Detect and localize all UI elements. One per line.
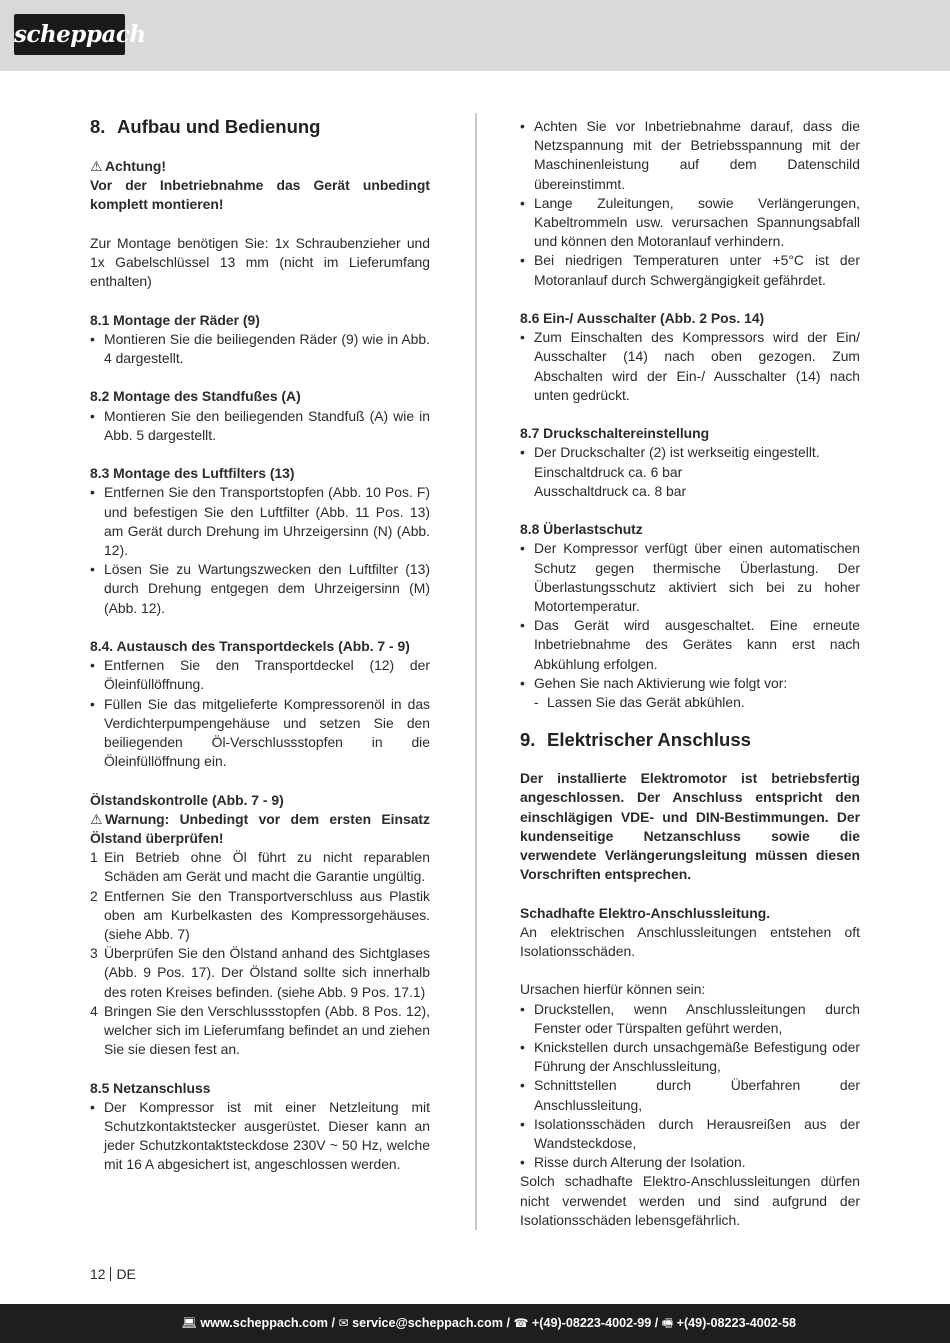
list-item: • Achten Sie vor Inbetriebnahme darauf, dass die Netzspannung mit der Betriebsspannung mit der Maschinenleistung auf dem Datenschild übereinstimmt. bbox=[520, 118, 860, 192]
list-item: • Der Kompressor ist mit einer Netzleitung mit Schutzkontaktstecker ausgerüstet. Dieser kann an jeder Schutzkontaktsteckdose 230V ~ 50 Hz, welche mit 16 A abgesichert ist, angeschlossen werden. bbox=[90, 1098, 430, 1173]
email-icon: ✉ bbox=[338, 1316, 349, 1330]
causes-intro: Ursachen hierfür können sein: bbox=[520, 981, 706, 998]
website-link[interactable]: www.scheppach.com / bbox=[200, 1316, 335, 1330]
page-header bbox=[0, 0, 950, 71]
section-8-5-title: 8.5 Netzanschluss bbox=[90, 1079, 211, 1096]
list-item: • Montieren Sie den beiliegenden Standfuß (A) wie in Abb. 5 dargestellt. bbox=[90, 407, 430, 443]
warning-icon: ⚠ bbox=[90, 158, 103, 174]
numbered-step: 3 Überprüfen Sie den Ölstand anhand des Sichtglases (Abb. 9 Pos. 17). Der Ölstand sollte sich innerhalb des roten Kreises befinden. (siehe Abb. 9 Pos. 17.1) bbox=[90, 945, 430, 1000]
list-item: • Entfernen Sie den Transportdeckel (12) der Öleinfüllöffnung. bbox=[90, 657, 430, 693]
section-8-heading: 8. Aufbau und Bedienung bbox=[90, 116, 321, 137]
section-8-1 bbox=[90, 311, 430, 369]
numbered-step: 4 Bringen Sie den Verschlussstopfen (Abb. 8 Pos. 12), welcher sich im Lieferumfang befindet an und ziehen Sie sie diesen fest an. bbox=[90, 1002, 430, 1058]
list-item: • Bei niedrigen Temperaturen unter +5°C ist der Motoranlauf durch Schwergängigkeit gefährdet. bbox=[520, 252, 860, 288]
section-8-2 bbox=[90, 387, 430, 445]
damaged-cable-text: An elektrischen Anschlussleitungen entstehen oft Isolationsschäden. bbox=[520, 923, 860, 960]
list-item: • Zum Einschalten des Kompressors wird der Ein/ Ausschalter (14) nach oben gezogen. Zum Abschalten wird der Ein-/ Ausschalter (14) nach unten gedrückt. bbox=[520, 329, 860, 403]
list-item: • Entfernen Sie den Transportstopfen (Abb. 10 Pos. F) und befestigen Sie den Luftfilter (Abb. 11 Pos. 13) am Gerät durch Drehung im Uhrzeigersinn (N) (Abb. 12). bbox=[90, 484, 430, 558]
section-9-heading: 9. Elektrischer Anschluss bbox=[520, 729, 751, 751]
section-8-7-title: 8.7 Druckschaltereinstellung bbox=[520, 425, 710, 442]
numbered-step: 2 Entfernen Sie den Transportverschluss aus Plastik oben am Kurbelkasten des Kompressorgehäuses. (siehe Abb. 7) bbox=[90, 887, 430, 943]
language-code: DE bbox=[116, 1266, 136, 1282]
list-item: • Druckstellen, wenn Anschlussleitungen durch Fenster oder Türspalten geführt werden, bbox=[520, 1000, 860, 1036]
section-8-3-title: 8.3 Montage des Luftfilters (13) bbox=[90, 465, 295, 482]
list-item: • Isolationsschäden durch Herausreißen aus der Wandsteckdose, bbox=[520, 1115, 860, 1152]
section-8-5 bbox=[90, 1079, 430, 1175]
power-notes bbox=[520, 117, 860, 290]
fax-number: +(49)-08223-4002-58 bbox=[676, 1316, 796, 1330]
page-number: 12 DE bbox=[90, 1266, 136, 1282]
list-item: • Das Gerät wird ausgeschaltet. Eine erneute Inbetriebnahme des Gerätes kann erst nach Abkühlung erfolgen. bbox=[520, 617, 860, 672]
attention-text: Vor der Inbetriebnahme das Gerät unbedingt komplett montieren! bbox=[90, 177, 430, 213]
section-8-4-title: 8.4. Austausch des Transportdeckels (Abb. 7 - 9) bbox=[90, 638, 410, 654]
damaged-cable-title: Schadhafte Elektro-Anschlussleitung. bbox=[520, 904, 771, 921]
causes-block bbox=[520, 980, 860, 1230]
contact-footer bbox=[0, 1304, 950, 1343]
list-item: • Risse durch Alterung der Isolation. bbox=[520, 1154, 746, 1171]
computer-icon: 💻︎ bbox=[181, 1316, 197, 1330]
list-item: • Knickstellen durch unsachgemäße Befestigung oder Führung der Anschlussleitung, bbox=[520, 1039, 860, 1075]
section-8-3 bbox=[90, 464, 430, 618]
section-9-intro: Der installierte Elektromotor ist betriebsfertig angeschlossen. Der Anschluss entspricht den einschlägigen VDE- und DIN-Bestimmungen. Der kundenseitige Netzanschluss sowie die verwendete Verlängerungsleitung müssen diesen Vorschriften entsprechen. bbox=[520, 770, 860, 883]
left-column bbox=[90, 117, 430, 1175]
list-item: • Lösen Sie zu Wartungszwecken den Luftfilter (13) durch Drehung entgegen dem Uhrzeigersinn (M) (Abb. 12). bbox=[90, 561, 430, 616]
damaged-cable bbox=[520, 904, 860, 962]
list-item: • Der Druckschalter (2) ist werkseitig eingestellt. bbox=[520, 444, 820, 461]
closing-text: Solch schadhafte Elektro-Anschlussleitungen dürfen nicht verwendet werden und sind aufgrund der Isolationsschäden lebensgefährlich. bbox=[520, 1173, 860, 1228]
section-8-7 bbox=[520, 424, 860, 501]
section-8-6 bbox=[520, 309, 860, 405]
section-8-2-title: 8.2 Montage des Standfußes (A) bbox=[90, 388, 301, 405]
warning-icon: ⚠ bbox=[90, 810, 103, 827]
right-column bbox=[520, 117, 860, 1230]
list-item: • Montieren Sie die beiliegenden Räder (9) wie in Abb. 4 dargestellt. bbox=[90, 330, 430, 366]
oil-warning: Warnung: Unbedingt vor dem ersten Einsatz Ölstand überprüfen! bbox=[90, 810, 430, 847]
cut-in-pressure: Einschaltdruck ca. 6 bar bbox=[534, 463, 683, 480]
attention-block bbox=[90, 157, 430, 215]
phone-number: +(49)-08223-4002-99 / bbox=[531, 1316, 659, 1330]
phone-icon: ☎ bbox=[513, 1316, 529, 1330]
list-item: • Lange Zuleitungen, sowie Verlängerungen, Kabeltrommeln usw. verursachen Spannungsabfall und können den Motoranlauf verhindern. bbox=[520, 194, 860, 250]
list-item: • Gehen Sie nach Aktivierung wie folgt vor: bbox=[520, 674, 788, 691]
oil-level-check bbox=[90, 791, 430, 1060]
column-divider bbox=[475, 113, 477, 1230]
numbered-step: 1 Ein Betrieb ohne Öl führt zu nicht reparablen Schäden am Gerät und macht die Garantie ungültig. bbox=[90, 849, 430, 885]
section-8-8-title: 8.8 Überlastschutz bbox=[520, 521, 643, 538]
list-item: • Füllen Sie das mitgelieferte Kompressorenöl in das Verdichterpumpengehäuse und setzen Sie den beiliegenden Öl-Verschlussstopfen in die Öleinfüllöffnung ein. bbox=[90, 695, 430, 770]
list-item: • Schnittstellen durch Überfahren der Anschlussleitung, bbox=[520, 1077, 860, 1113]
scheppach-logo: scheppach bbox=[14, 14, 125, 55]
list-item: • Der Kompressor verfügt über einen automatischen Schutz gegen thermische Überlastung. Der Überlastungsschutz aktiviert sich bei zu hoher Motortemperatur. bbox=[520, 540, 860, 615]
attention-title: Achtung! bbox=[105, 158, 166, 174]
fax-icon: 🖷︎ bbox=[661, 1316, 674, 1330]
section-8-6-title: 8.6 Ein-/ Ausschalter (Abb. 2 Pos. 14) bbox=[520, 310, 765, 327]
section-8-8 bbox=[520, 520, 860, 712]
cut-out-pressure: Ausschaltdruck ca. 8 bar bbox=[534, 482, 687, 499]
sub-list-item: - Lassen Sie das Gerät abkühlen. bbox=[534, 694, 745, 711]
section-8-4 bbox=[90, 637, 430, 771]
tools-text: Zur Montage benötigen Sie: 1x Schraubenzieher und 1x Gabelschlüssel 13 mm (nicht im Lieferumfang enthalten) bbox=[90, 234, 430, 290]
section-8-1-title: 8.1 Montage der Räder (9) bbox=[90, 311, 260, 328]
oil-level-title: Ölstandskontrolle (Abb. 7 - 9) bbox=[90, 791, 284, 808]
email-link[interactable]: service@scheppach.com / bbox=[352, 1316, 510, 1330]
